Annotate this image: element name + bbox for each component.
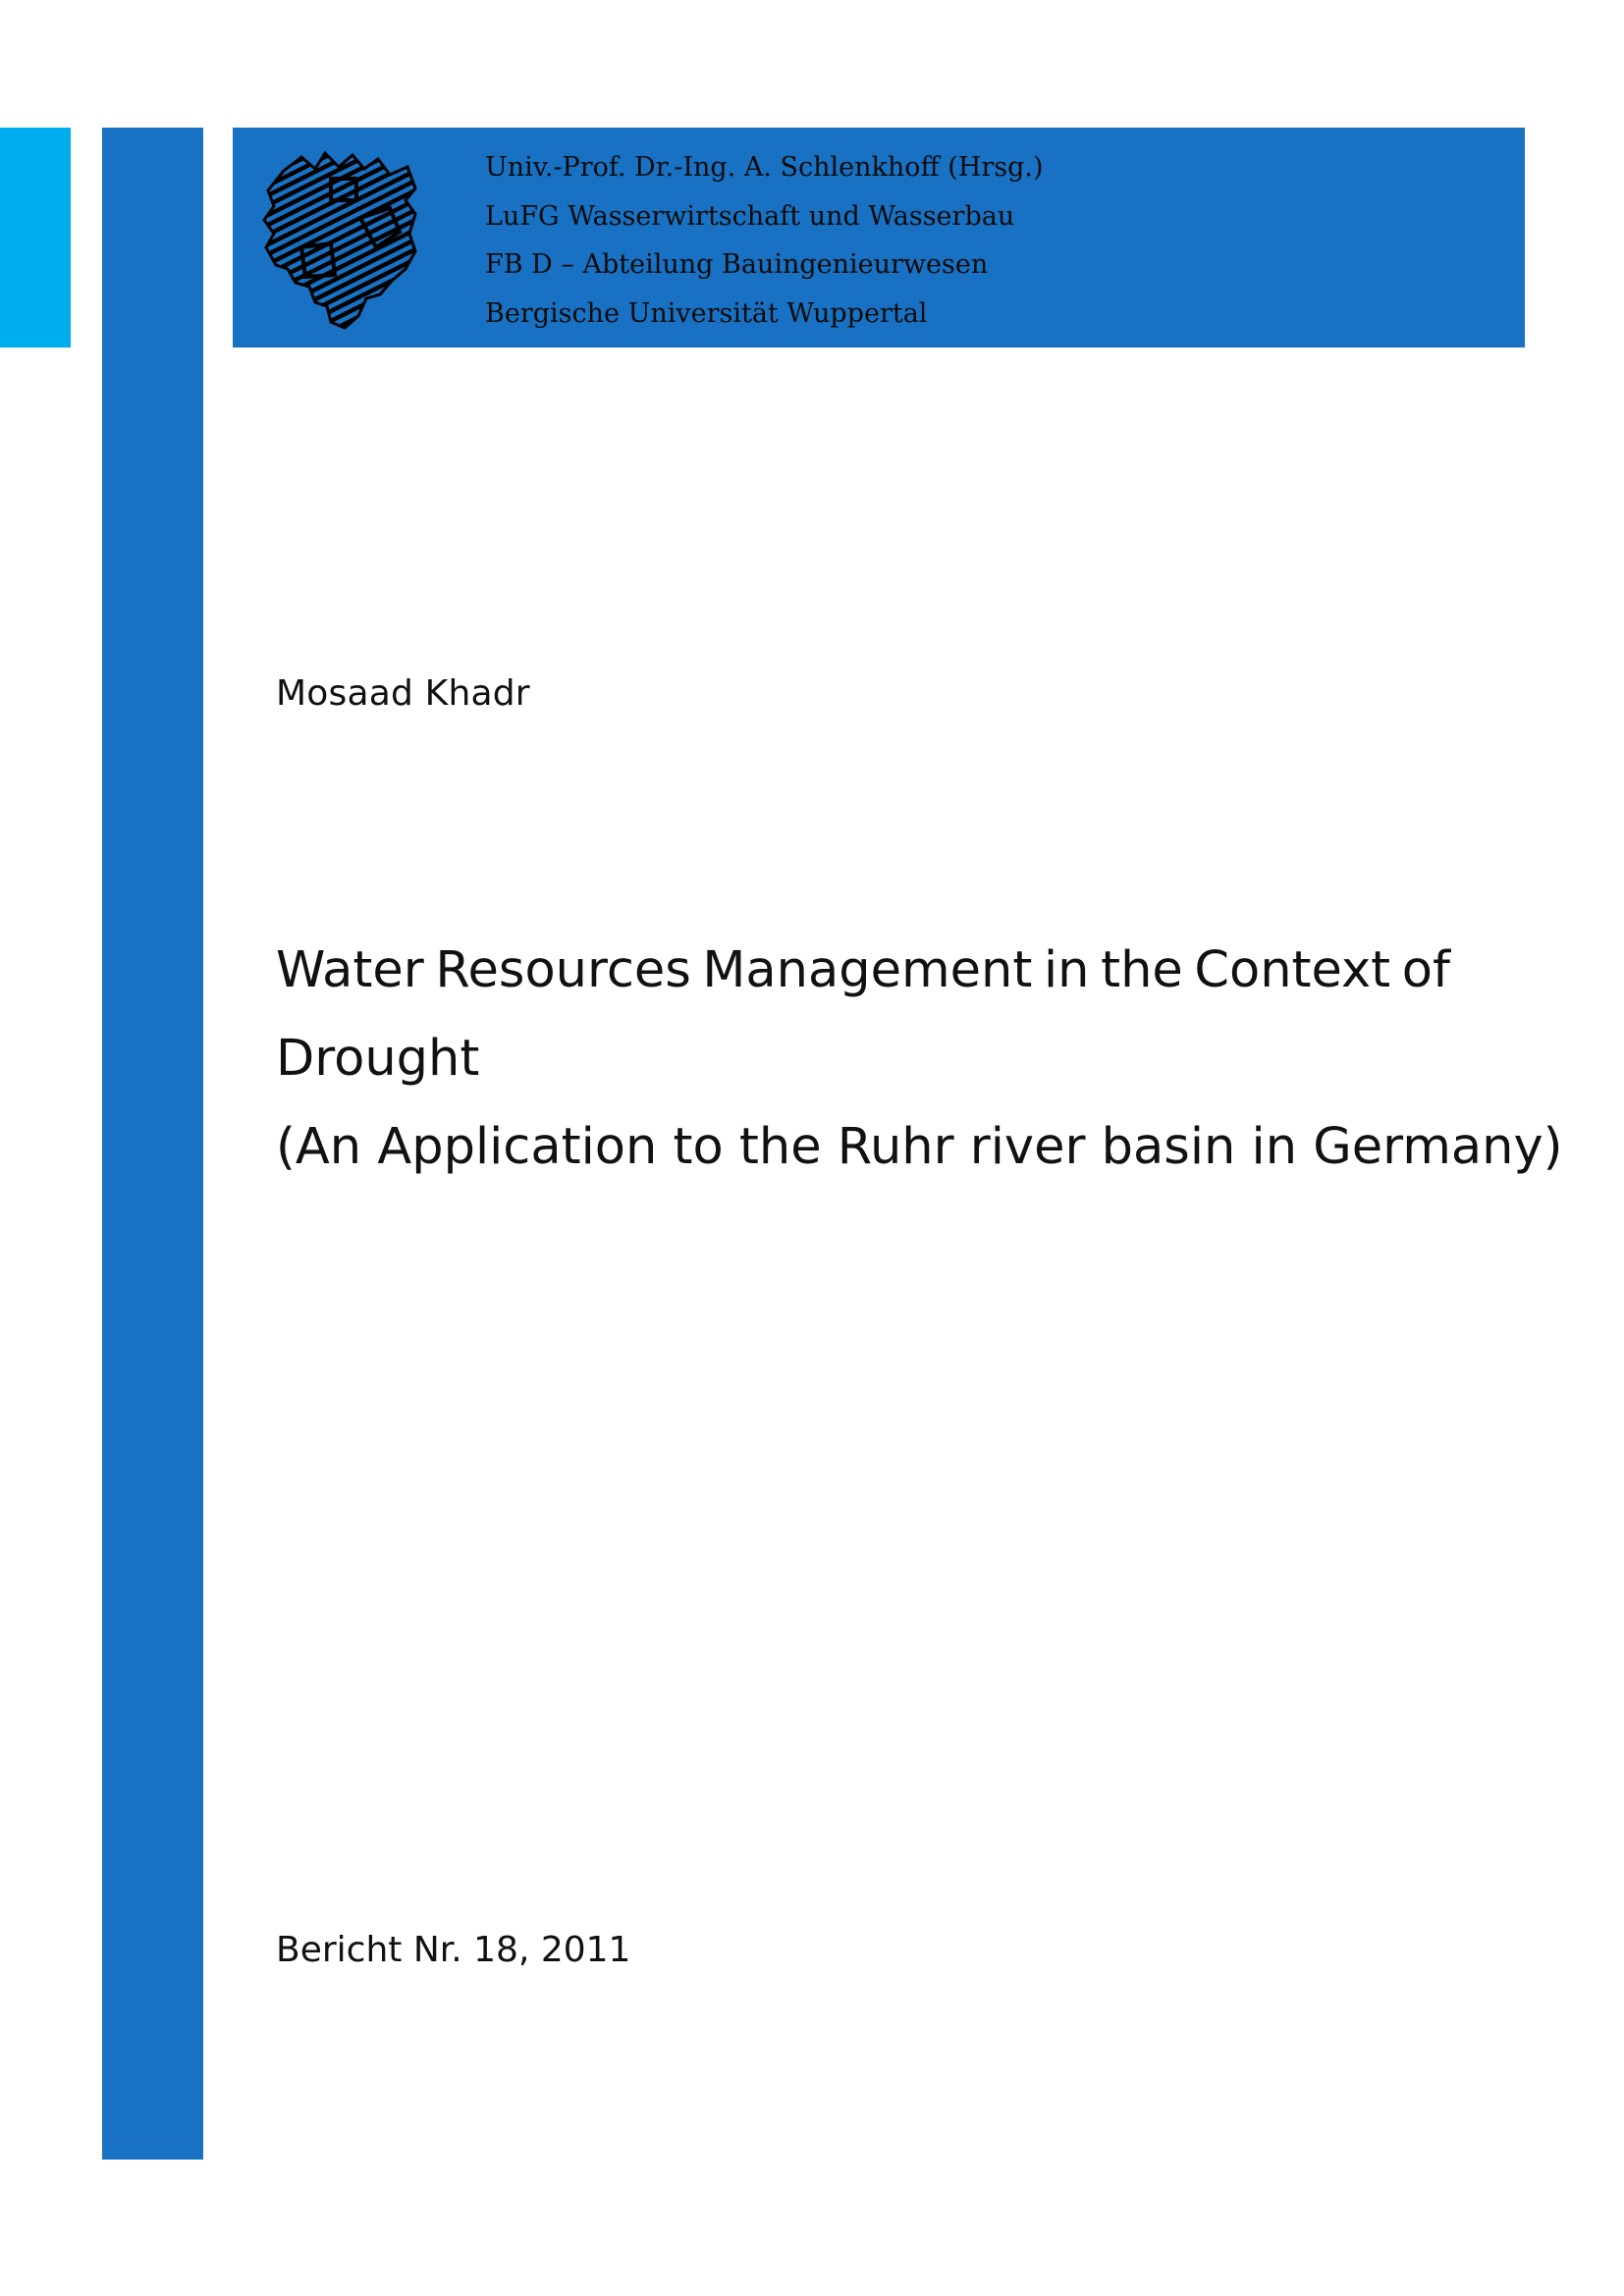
title-word: in <box>1043 941 1090 999</box>
title-word: the <box>1101 941 1183 999</box>
faculty-line: FB D – Abteilung Bauingenieurwesen <box>485 249 989 280</box>
title-word: Water <box>276 941 424 999</box>
title-line-2: Drought <box>276 1030 480 1088</box>
publisher-banner <box>233 128 1525 347</box>
title-line-1 <box>276 927 1450 1015</box>
title-word: of <box>1401 941 1450 999</box>
author-name: Mosaad Khadr <box>276 673 530 714</box>
report-number: Bericht Nr. 18, 2011 <box>276 1930 631 1970</box>
editor-line: Univ.-Prof. Dr.-Ing. A. Schlenkhoff (Hrsg.) <box>485 152 1044 183</box>
university-line: Bergische Universität Wuppertal <box>485 297 928 329</box>
title-word: Management <box>702 941 1033 999</box>
title-word: Resources <box>435 941 691 999</box>
publisher-info <box>485 143 1044 338</box>
subtitle: (An Application to the Ruhr river basin in Germany) <box>276 1118 1563 1176</box>
cyan-accent-bar <box>0 128 71 347</box>
title-word: Context <box>1194 941 1391 999</box>
blue-vertical-bar <box>102 128 203 2160</box>
department-line: LuFG Wasserwirtschaft und Wasserbau <box>485 200 1015 232</box>
document-title <box>276 927 1563 1192</box>
heraldic-lion-icon <box>262 149 419 331</box>
